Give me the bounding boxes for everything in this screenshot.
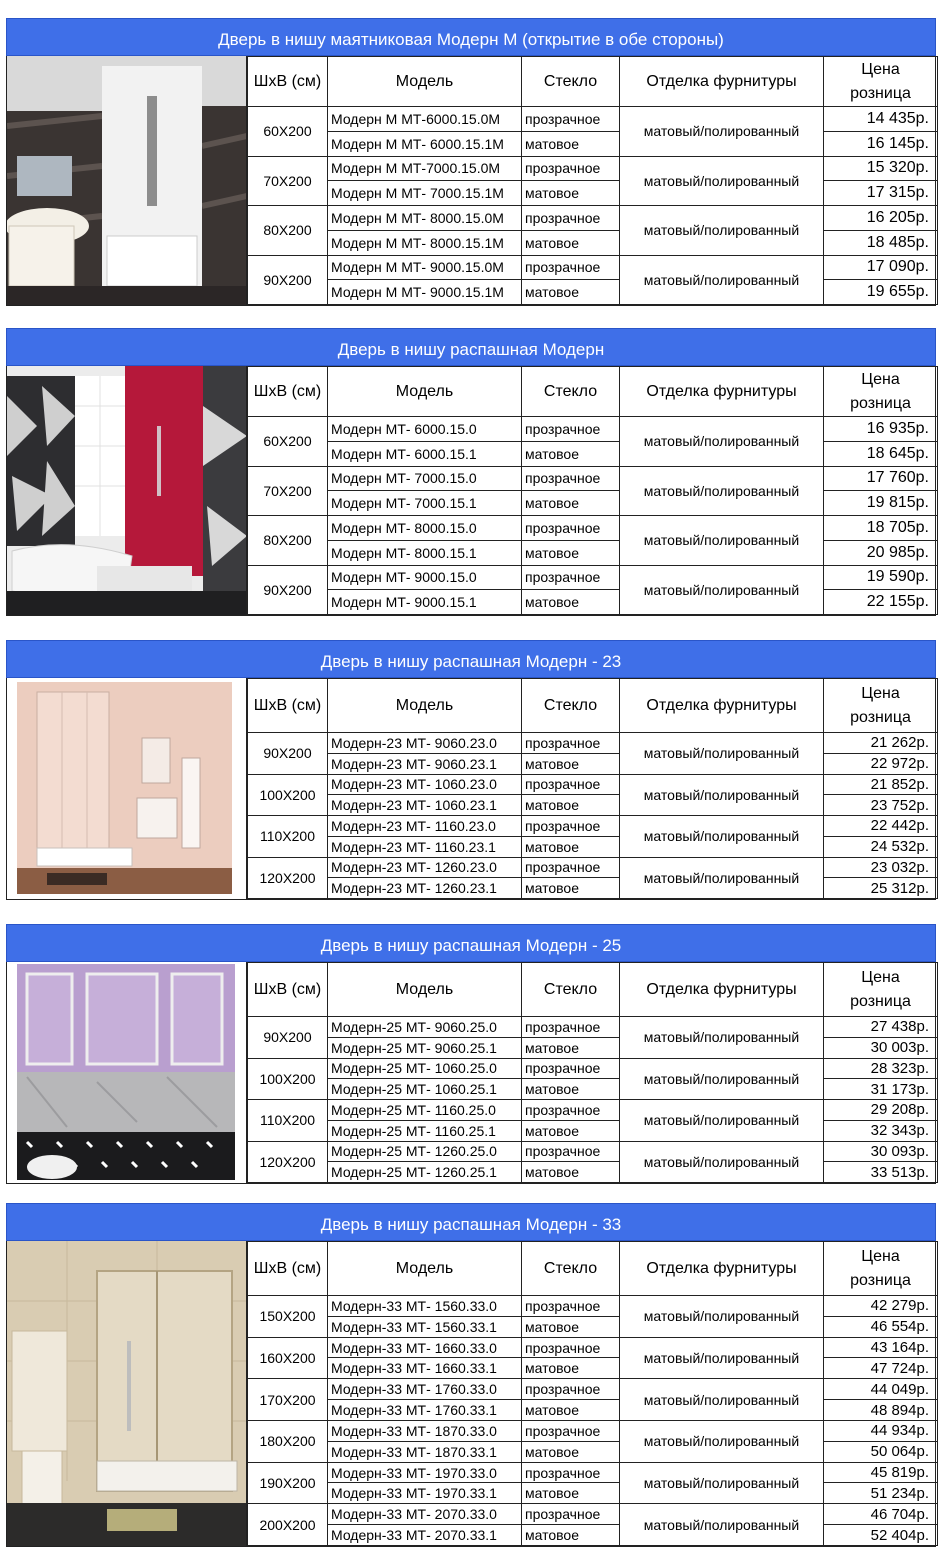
table-row — [248, 1337, 938, 1358]
price-cell: 23 032р. — [824, 857, 938, 878]
table-row — [248, 733, 938, 754]
price-cell: 33 513р. — [824, 1162, 938, 1183]
col-model-header: Модель — [328, 367, 522, 417]
glass-cell: прозрачное — [522, 1420, 620, 1441]
glass-cell: матовое — [522, 1525, 620, 1546]
glass-cell: матовое — [522, 1079, 620, 1100]
table-row — [248, 441, 938, 466]
table-row — [248, 1504, 938, 1525]
price-cell: 51 234р. — [824, 1483, 938, 1504]
glass-cell: прозрачное — [522, 733, 620, 754]
size-cell: 110Х200 — [248, 1100, 328, 1142]
glass-cell: прозрачное — [522, 1462, 620, 1483]
price-cell: 21 852р. — [824, 774, 938, 795]
table-row — [248, 878, 938, 899]
model-cell: Модерн-23 МТ- 1060.23.0 — [328, 774, 522, 795]
glass-cell: прозрачное — [522, 1296, 620, 1317]
price-cell: 30 003р. — [824, 1037, 938, 1058]
glass-cell: прозрачное — [522, 206, 620, 231]
table-row — [248, 836, 938, 857]
table-row — [248, 1100, 938, 1121]
glass-cell: прозрачное — [522, 107, 620, 132]
model-cell: Модерн МТ- 8000.15.0 — [328, 516, 522, 541]
col-glass-header: Стекло — [522, 963, 620, 1017]
model-cell: Модерн-25 МТ- 1060.25.1 — [328, 1079, 522, 1100]
model-cell: Модерн-33 МТ- 1870.33.0 — [328, 1420, 522, 1441]
model-cell: Модерн М МТ- 9000.15.1М — [328, 280, 522, 305]
glass-cell: матовое — [522, 230, 620, 255]
glass-cell: матовое — [522, 1162, 620, 1183]
col-model-header: Модель — [328, 679, 522, 733]
model-cell: Модерн-33 МТ- 1560.33.1 — [328, 1316, 522, 1337]
price-cell: 23 752р. — [824, 795, 938, 816]
size-cell: 80Х200 — [248, 516, 328, 566]
col-finish-header: Отделка фурнитуры — [620, 367, 824, 417]
finish-cell: матовый/полированный — [620, 1379, 824, 1421]
price-cell: 22 972р. — [824, 753, 938, 774]
table-row — [248, 1017, 938, 1038]
glass-cell: прозрачное — [522, 774, 620, 795]
finish-cell: матовый/полированный — [620, 1058, 824, 1100]
finish-cell: матовый/полированный — [620, 774, 824, 816]
table-row — [248, 1462, 938, 1483]
table-row — [248, 1141, 938, 1162]
size-cell: 90Х200 — [248, 1017, 328, 1059]
model-cell: Модерн М МТ- 7000.15.1М — [328, 181, 522, 206]
table-row — [248, 181, 938, 206]
product-photo — [7, 56, 247, 305]
table-row — [248, 491, 938, 516]
finish-cell: матовый/полированный — [620, 206, 824, 256]
model-cell: Модерн-23 МТ- 1260.23.1 — [328, 878, 522, 899]
col-price-header: Цена розница — [824, 963, 938, 1017]
model-cell: Модерн МТ- 9000.15.1 — [328, 590, 522, 615]
table-row — [248, 131, 938, 156]
table-row — [248, 1358, 938, 1379]
model-cell: Модерн-33 МТ- 1660.33.1 — [328, 1358, 522, 1379]
table-row — [248, 1037, 938, 1058]
col-glass-header: Стекло — [522, 57, 620, 107]
col-finish-header: Отделка фурнитуры — [620, 1242, 824, 1296]
table-row — [248, 1058, 938, 1079]
model-cell: Модерн М МТ- 6000.15.1М — [328, 131, 522, 156]
finish-cell: матовый/полированный — [620, 1462, 824, 1504]
glass-cell: матовое — [522, 590, 620, 615]
size-cell: 80Х200 — [248, 206, 328, 256]
size-cell: 170Х200 — [248, 1379, 328, 1421]
model-cell: Модерн-23 МТ- 9060.23.1 — [328, 753, 522, 774]
price-cell: 16 205р. — [824, 206, 938, 231]
glass-cell: прозрачное — [522, 1100, 620, 1121]
price-table — [247, 1241, 938, 1546]
product-photo — [7, 678, 247, 899]
glass-cell: прозрачное — [522, 156, 620, 181]
table-row — [248, 1316, 938, 1337]
model-cell: Модерн-25 МТ- 1260.25.1 — [328, 1162, 522, 1183]
section-title: Дверь в нишу распашная Модерн - 33 — [6, 1203, 936, 1241]
model-cell: Модерн-33 МТ- 1760.33.0 — [328, 1379, 522, 1400]
finish-cell: матовый/полированный — [620, 857, 824, 899]
price-cell: 18 485р. — [824, 230, 938, 255]
model-cell: Модерн-33 МТ- 1560.33.0 — [328, 1296, 522, 1317]
glass-cell: прозрачное — [522, 1504, 620, 1525]
price-cell: 18 705р. — [824, 516, 938, 541]
model-cell: Модерн-23 МТ- 1060.23.1 — [328, 795, 522, 816]
price-cell: 46 704р. — [824, 1504, 938, 1525]
glass-cell: матовое — [522, 540, 620, 565]
model-cell: Модерн-25 МТ- 1260.25.0 — [328, 1141, 522, 1162]
finish-cell: матовый/полированный — [620, 565, 824, 615]
model-cell: Модерн-23 МТ- 1160.23.0 — [328, 816, 522, 837]
size-cell: 100Х200 — [248, 1058, 328, 1100]
glass-cell: матовое — [522, 753, 620, 774]
finish-cell: матовый/полированный — [620, 107, 824, 157]
model-cell: Модерн М МТ- 8000.15.1М — [328, 230, 522, 255]
glass-cell: матовое — [522, 441, 620, 466]
col-price-header: Цена розница — [824, 1242, 938, 1296]
price-table — [247, 56, 938, 305]
price-cell: 17 760р. — [824, 466, 938, 491]
finish-cell: матовый/полированный — [620, 417, 824, 467]
price-cell: 20 985р. — [824, 540, 938, 565]
model-cell: Модерн-23 МТ- 1260.23.0 — [328, 857, 522, 878]
price-cell: 29 208р. — [824, 1100, 938, 1121]
glass-cell: матовое — [522, 131, 620, 156]
price-table — [247, 366, 938, 615]
price-cell: 21 262р. — [824, 733, 938, 754]
col-size-header: ШхВ (см) — [248, 57, 328, 107]
glass-cell: матовое — [522, 1400, 620, 1421]
finish-cell: матовый/полированный — [620, 466, 824, 516]
table-row — [248, 1379, 938, 1400]
glass-cell: прозрачное — [522, 857, 620, 878]
finish-cell: матовый/полированный — [620, 816, 824, 858]
size-cell: 120Х200 — [248, 857, 328, 899]
model-cell: Модерн-25 МТ- 1160.25.1 — [328, 1120, 522, 1141]
section-title: Дверь в нишу маятниковая Модерн М (открытие в обе стороны) — [6, 18, 936, 56]
price-cell: 18 645р. — [824, 441, 938, 466]
model-cell: Модерн-23 МТ- 1160.23.1 — [328, 836, 522, 857]
glass-cell: прозрачное — [522, 466, 620, 491]
table-row — [248, 1079, 938, 1100]
model-cell: Модерн М МТ- 8000.15.0М — [328, 206, 522, 231]
table-row — [248, 1483, 938, 1504]
col-price-header: Цена розница — [824, 57, 938, 107]
glass-cell: прозрачное — [522, 1058, 620, 1079]
section-title: Дверь в нишу распашная Модерн - 25 — [6, 924, 936, 962]
size-cell: 70Х200 — [248, 156, 328, 206]
price-cell: 27 438р. — [824, 1017, 938, 1038]
section-moderne-m — [6, 18, 936, 306]
model-cell: Модерн МТ- 6000.15.1 — [328, 441, 522, 466]
col-glass-header: Стекло — [522, 679, 620, 733]
price-cell: 22 442р. — [824, 816, 938, 837]
glass-cell: матовое — [522, 181, 620, 206]
model-cell: Модерн М МТ-6000.15.0М — [328, 107, 522, 132]
glass-cell: матовое — [522, 836, 620, 857]
model-cell: Модерн-25 МТ- 9060.25.0 — [328, 1017, 522, 1038]
table-row — [248, 1441, 938, 1462]
table-row — [248, 206, 938, 231]
price-cell: 52 404р. — [824, 1525, 938, 1546]
model-cell: Модерн МТ- 6000.15.0 — [328, 417, 522, 442]
table-row — [248, 1525, 938, 1546]
glass-cell: матовое — [522, 1316, 620, 1337]
size-cell: 190Х200 — [248, 1462, 328, 1504]
model-cell: Модерн-23 МТ- 9060.23.0 — [328, 733, 522, 754]
model-cell: Модерн МТ- 9000.15.0 — [328, 565, 522, 590]
model-cell: Модерн-25 МТ- 1160.25.0 — [328, 1100, 522, 1121]
size-cell: 90Х200 — [248, 565, 328, 615]
glass-cell: матовое — [522, 1483, 620, 1504]
col-glass-header: Стекло — [522, 1242, 620, 1296]
product-photo — [7, 366, 247, 615]
price-cell: 44 049р. — [824, 1379, 938, 1400]
model-cell: Модерн-25 МТ- 9060.25.1 — [328, 1037, 522, 1058]
price-cell: 42 279р. — [824, 1296, 938, 1317]
model-cell: Модерн-33 МТ- 1970.33.1 — [328, 1483, 522, 1504]
glass-cell: прозрачное — [522, 516, 620, 541]
size-cell: 120Х200 — [248, 1141, 328, 1183]
finish-cell: матовый/полированный — [620, 1141, 824, 1183]
table-row — [248, 156, 938, 181]
col-glass-header: Стекло — [522, 367, 620, 417]
glass-cell: прозрачное — [522, 417, 620, 442]
table-row — [248, 1420, 938, 1441]
price-cell: 47 724р. — [824, 1358, 938, 1379]
table-row — [248, 107, 938, 132]
size-cell: 110Х200 — [248, 816, 328, 858]
finish-cell: матовый/полированный — [620, 156, 824, 206]
price-cell: 19 655р. — [824, 280, 938, 305]
col-model-header: Модель — [328, 1242, 522, 1296]
glass-cell: матовое — [522, 491, 620, 516]
section-moderne — [6, 328, 936, 616]
finish-cell: матовый/полированный — [620, 1017, 824, 1059]
table-row — [248, 795, 938, 816]
glass-cell: прозрачное — [522, 816, 620, 837]
table-row — [248, 417, 938, 442]
table-row — [248, 255, 938, 280]
model-cell: Модерн МТ- 7000.15.0 — [328, 466, 522, 491]
price-cell: 19 590р. — [824, 565, 938, 590]
table-row — [248, 1400, 938, 1421]
price-cell: 24 532р. — [824, 836, 938, 857]
glass-cell: матовое — [522, 795, 620, 816]
section-moderne-33 — [6, 1203, 936, 1547]
price-cell: 44 934р. — [824, 1420, 938, 1441]
table-row — [248, 753, 938, 774]
price-cell: 46 554р. — [824, 1316, 938, 1337]
col-price-header: Цена розница — [824, 367, 938, 417]
model-cell: Модерн-33 МТ- 2070.33.0 — [328, 1504, 522, 1525]
finish-cell: матовый/полированный — [620, 1504, 824, 1546]
col-size-header: ШхВ (см) — [248, 367, 328, 417]
price-cell: 16 935р. — [824, 417, 938, 442]
glass-cell: прозрачное — [522, 1017, 620, 1038]
glass-cell: матовое — [522, 1441, 620, 1462]
price-cell: 14 435р. — [824, 107, 938, 132]
model-cell: Модерн-33 МТ- 2070.33.1 — [328, 1525, 522, 1546]
model-cell: Модерн-25 МТ- 1060.25.0 — [328, 1058, 522, 1079]
price-cell: 22 155р. — [824, 590, 938, 615]
model-cell: Модерн-33 МТ- 1660.33.0 — [328, 1337, 522, 1358]
table-row — [248, 1162, 938, 1183]
table-row — [248, 857, 938, 878]
model-cell: Модерн-33 МТ- 1970.33.0 — [328, 1462, 522, 1483]
size-cell: 60Х200 — [248, 107, 328, 157]
col-price-header: Цена розница — [824, 679, 938, 733]
finish-cell: матовый/полированный — [620, 1337, 824, 1379]
table-row — [248, 1296, 938, 1317]
glass-cell: матовое — [522, 1358, 620, 1379]
glass-cell: матовое — [522, 1037, 620, 1058]
price-cell: 17 090р. — [824, 255, 938, 280]
price-table — [247, 678, 938, 899]
table-row — [248, 590, 938, 615]
glass-cell: матовое — [522, 280, 620, 305]
col-model-header: Модель — [328, 57, 522, 107]
col-size-header: ШхВ (см) — [248, 679, 328, 733]
section-title: Дверь в нишу распашная Модерн — [6, 328, 936, 366]
table-row — [248, 466, 938, 491]
col-finish-header: Отделка фурнитуры — [620, 679, 824, 733]
col-finish-header: Отделка фурнитуры — [620, 963, 824, 1017]
section-moderne-25 — [6, 924, 936, 1184]
glass-cell: прозрачное — [522, 1141, 620, 1162]
price-cell: 48 894р. — [824, 1400, 938, 1421]
table-row — [248, 565, 938, 590]
product-photo — [7, 962, 247, 1183]
glass-cell: прозрачное — [522, 1337, 620, 1358]
price-cell: 31 173р. — [824, 1079, 938, 1100]
model-cell: Модерн МТ- 7000.15.1 — [328, 491, 522, 516]
glass-cell: матовое — [522, 1120, 620, 1141]
col-size-header: ШхВ (см) — [248, 1242, 328, 1296]
price-cell: 19 815р. — [824, 491, 938, 516]
price-cell: 45 819р. — [824, 1462, 938, 1483]
finish-cell: матовый/полированный — [620, 255, 824, 305]
price-table — [247, 962, 938, 1183]
price-cell: 16 145р. — [824, 131, 938, 156]
section-title: Дверь в нишу распашная Модерн - 23 — [6, 640, 936, 678]
col-size-header: ШхВ (см) — [248, 963, 328, 1017]
size-cell: 100Х200 — [248, 774, 328, 816]
table-row — [248, 816, 938, 837]
size-cell: 200Х200 — [248, 1504, 328, 1546]
table-row — [248, 1120, 938, 1141]
price-cell: 50 064р. — [824, 1441, 938, 1462]
glass-cell: матовое — [522, 878, 620, 899]
table-row — [248, 280, 938, 305]
price-cell: 28 323р. — [824, 1058, 938, 1079]
table-row — [248, 516, 938, 541]
table-row — [248, 230, 938, 255]
price-cell: 32 343р. — [824, 1120, 938, 1141]
model-cell: Модерн-33 МТ- 1760.33.1 — [328, 1400, 522, 1421]
finish-cell: матовый/полированный — [620, 1100, 824, 1142]
product-photo — [7, 1241, 247, 1546]
size-cell: 180Х200 — [248, 1420, 328, 1462]
size-cell: 60Х200 — [248, 417, 328, 467]
table-row — [248, 540, 938, 565]
finish-cell: матовый/полированный — [620, 1296, 824, 1338]
price-cell: 30 093р. — [824, 1141, 938, 1162]
col-model-header: Модель — [328, 963, 522, 1017]
finish-cell: матовый/полированный — [620, 733, 824, 775]
model-cell: Модерн М МТ-7000.15.0М — [328, 156, 522, 181]
model-cell: Модерн М МТ- 9000.15.0М — [328, 255, 522, 280]
finish-cell: матовый/полированный — [620, 1420, 824, 1462]
size-cell: 90Х200 — [248, 733, 328, 775]
model-cell: Модерн-33 МТ- 1870.33.1 — [328, 1441, 522, 1462]
size-cell: 150Х200 — [248, 1296, 328, 1338]
model-cell: Модерн МТ- 8000.15.1 — [328, 540, 522, 565]
price-cell: 43 164р. — [824, 1337, 938, 1358]
table-row — [248, 774, 938, 795]
col-finish-header: Отделка фурнитуры — [620, 57, 824, 107]
size-cell: 160Х200 — [248, 1337, 328, 1379]
size-cell: 90Х200 — [248, 255, 328, 305]
size-cell: 70Х200 — [248, 466, 328, 516]
price-cell: 17 315р. — [824, 181, 938, 206]
price-cell: 15 320р. — [824, 156, 938, 181]
glass-cell: прозрачное — [522, 255, 620, 280]
finish-cell: матовый/полированный — [620, 516, 824, 566]
glass-cell: прозрачное — [522, 1379, 620, 1400]
glass-cell: прозрачное — [522, 565, 620, 590]
section-moderne-23 — [6, 640, 936, 900]
price-cell: 25 312р. — [824, 878, 938, 899]
